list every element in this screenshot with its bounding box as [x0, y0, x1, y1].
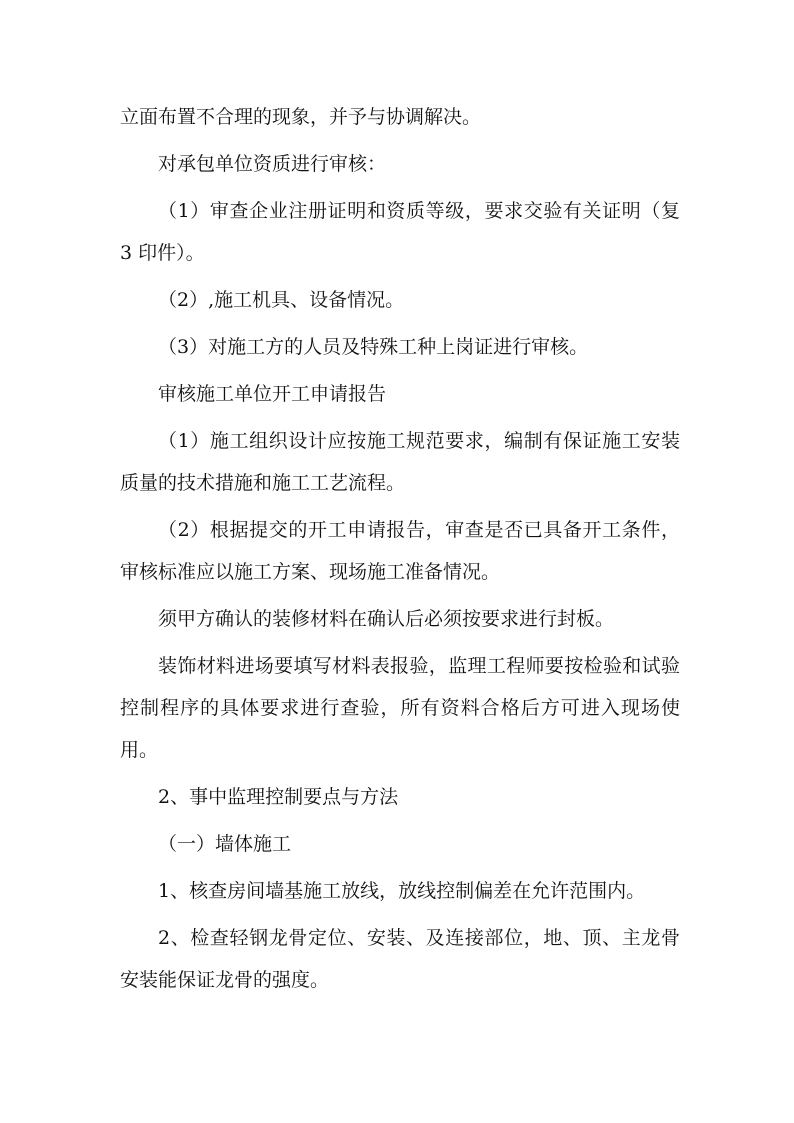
paragraph-item-2-start-conditions: （2）根据提交的开工申请报告，审查是否已具备开工条件，审核标准应以施工方案、现场施工准备情况。: [120, 519, 680, 583]
paragraph-qualification-review: 对承包单位资质进行审核：: [158, 153, 387, 175]
paragraph-steel-keel-check: 2、检查轻钢龙骨定位、安装、及连接部位，地、顶、主龙骨安装能保证龙骨的强度。: [120, 927, 680, 991]
paragraph-item-1-registration: （1）审查企业注册证明和资质等级，要求交验有关证明（复 3 印件）。: [120, 200, 680, 264]
document-body: [120, 96, 680, 1006]
paragraph-continuation: 立面布置不合理的现象，并予与协调解决。: [120, 106, 482, 128]
paragraph-material-inspection: 装饰材料进场要填写材料表报验，监理工程师要按检验和试验控制程序的具体要求进行查验，所有资料合格后方可进入现场使用。: [120, 655, 680, 761]
paragraph-item-2-equipment: （2）,施工机具、设备情况。: [158, 289, 405, 311]
paragraph-material-confirmation: 须甲方确认的装修材料在确认后必须按要求进行封板。: [158, 608, 615, 630]
paragraph-start-report-review: 审核施工单位开工申请报告: [158, 383, 387, 405]
section-heading-in-process-control: 2、事中监理控制要点与方法: [158, 786, 399, 808]
paragraph-item-1-construction-design: （1）施工组织设计应按施工规范要求，编制有保证施工安装质量的技术措施和施工工艺流程。: [120, 430, 680, 494]
subsection-heading-wall-construction: （一）墙体施工: [158, 833, 292, 855]
paragraph-item-3-personnel: （3）对施工方的人员及特殊工种上岗证进行审核。: [158, 336, 589, 358]
paragraph-wall-layout-check: 1、核查房间墙基施工放线，放线控制偏差在允许范围内。: [158, 880, 646, 902]
